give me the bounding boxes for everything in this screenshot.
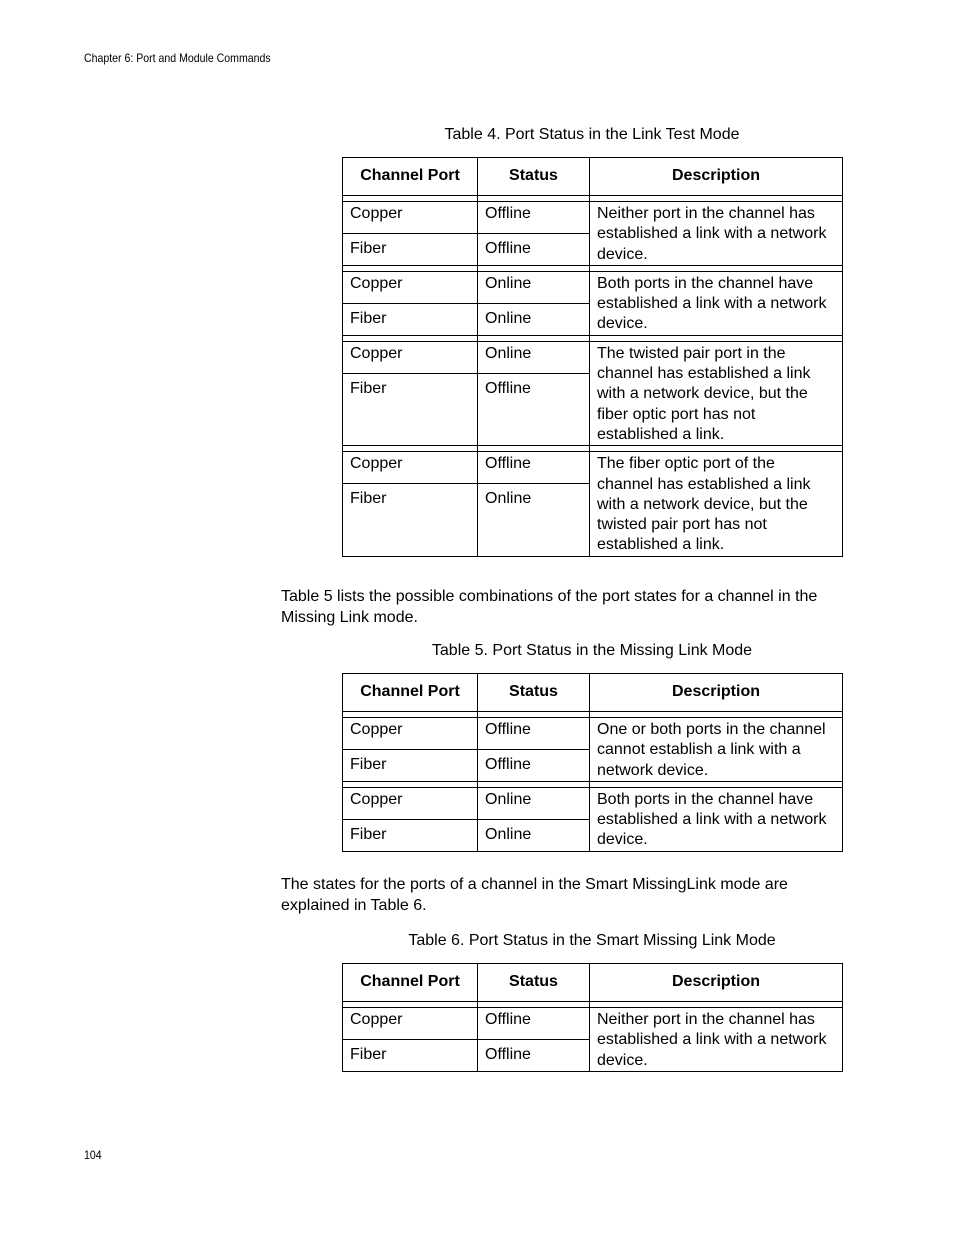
status-cell: Online xyxy=(478,819,590,851)
table-row xyxy=(343,202,843,234)
page-number: 104 xyxy=(84,1148,102,1162)
channel-port-cell: Copper xyxy=(343,271,478,303)
channel-port-cell: Fiber xyxy=(343,303,478,335)
description-cell: The twisted pair port in the channel has established a link with a network device, but the fiber optic port has not established a link. xyxy=(590,341,843,445)
status-cell: Offline xyxy=(478,234,590,266)
table-row xyxy=(343,787,843,819)
status-cell: Offline xyxy=(478,373,590,445)
status-cell: Offline xyxy=(478,1040,590,1072)
status-cell: Offline xyxy=(478,718,590,750)
status-cell: Offline xyxy=(478,1008,590,1040)
channel-port-cell: Copper xyxy=(343,787,478,819)
column-header-status: Status xyxy=(478,158,590,196)
description-cell: Both ports in the channel have established a link with a network device. xyxy=(590,271,843,335)
table6 xyxy=(342,963,843,1072)
channel-port-cell: Copper xyxy=(343,202,478,234)
table-row xyxy=(343,1008,843,1040)
column-header-description: Description xyxy=(590,158,843,196)
channel-port-cell: Fiber xyxy=(343,750,478,782)
channel-port-cell: Copper xyxy=(343,452,478,484)
column-header-channel-port: Channel Port xyxy=(343,158,478,196)
column-header-channel-port: Channel Port xyxy=(343,964,478,1002)
channel-port-cell: Copper xyxy=(343,341,478,373)
status-cell: Online xyxy=(478,341,590,373)
channel-port-cell: Copper xyxy=(343,1008,478,1040)
description-cell: Neither port in the channel has established a link with a network device. xyxy=(590,1008,843,1072)
table-row xyxy=(343,718,843,750)
table-header-row xyxy=(343,964,843,1002)
table5 xyxy=(342,673,843,852)
table-row xyxy=(343,452,843,484)
description-cell: Both ports in the channel have established a link with a network device. xyxy=(590,787,843,851)
table-row xyxy=(343,341,843,373)
channel-port-cell: Fiber xyxy=(343,373,478,445)
status-cell: Offline xyxy=(478,452,590,484)
description-cell: Neither port in the channel has established a link with a network device. xyxy=(590,202,843,266)
column-header-status: Status xyxy=(478,964,590,1002)
table4 xyxy=(342,157,843,557)
status-cell: Online xyxy=(478,484,590,556)
channel-port-cell: Copper xyxy=(343,718,478,750)
body-paragraph: The states for the ports of a channel in the Smart MissingLink mode are explained in Table 6. xyxy=(281,876,788,914)
status-cell: Offline xyxy=(478,202,590,234)
table6-caption: Table 6. Port Status in the Smart Missing Link Mode xyxy=(408,932,776,949)
channel-port-cell: Fiber xyxy=(343,484,478,556)
column-header-channel-port: Channel Port xyxy=(343,674,478,712)
column-header-status: Status xyxy=(478,674,590,712)
table5-caption: Table 5. Port Status in the Missing Link Mode xyxy=(431,642,753,659)
description-cell: The fiber optic port of the channel has established a link with a network device, but the twisted pair port has not established a link. xyxy=(590,452,843,556)
table-row xyxy=(343,271,843,303)
status-cell: Offline xyxy=(478,750,590,782)
body-paragraph: Table 5 lists the possible combinations of the port states for a channel in the Missing Link mode. xyxy=(281,588,818,626)
table4-caption: Table 4. Port Status in the Link Test Mode xyxy=(444,126,740,143)
channel-port-cell: Fiber xyxy=(343,234,478,266)
column-header-description: Description xyxy=(590,964,843,1002)
column-header-description: Description xyxy=(590,674,843,712)
channel-port-cell: Fiber xyxy=(343,819,478,851)
description-cell: One or both ports in the channel cannot establish a link with a network device. xyxy=(590,718,843,782)
table-header-row xyxy=(343,674,843,712)
channel-port-cell: Fiber xyxy=(343,1040,478,1072)
status-cell: Online xyxy=(478,787,590,819)
running-header: Chapter 6: Port and Module Commands xyxy=(84,51,271,65)
table-header-row xyxy=(343,158,843,196)
status-cell: Online xyxy=(478,303,590,335)
status-cell: Online xyxy=(478,271,590,303)
